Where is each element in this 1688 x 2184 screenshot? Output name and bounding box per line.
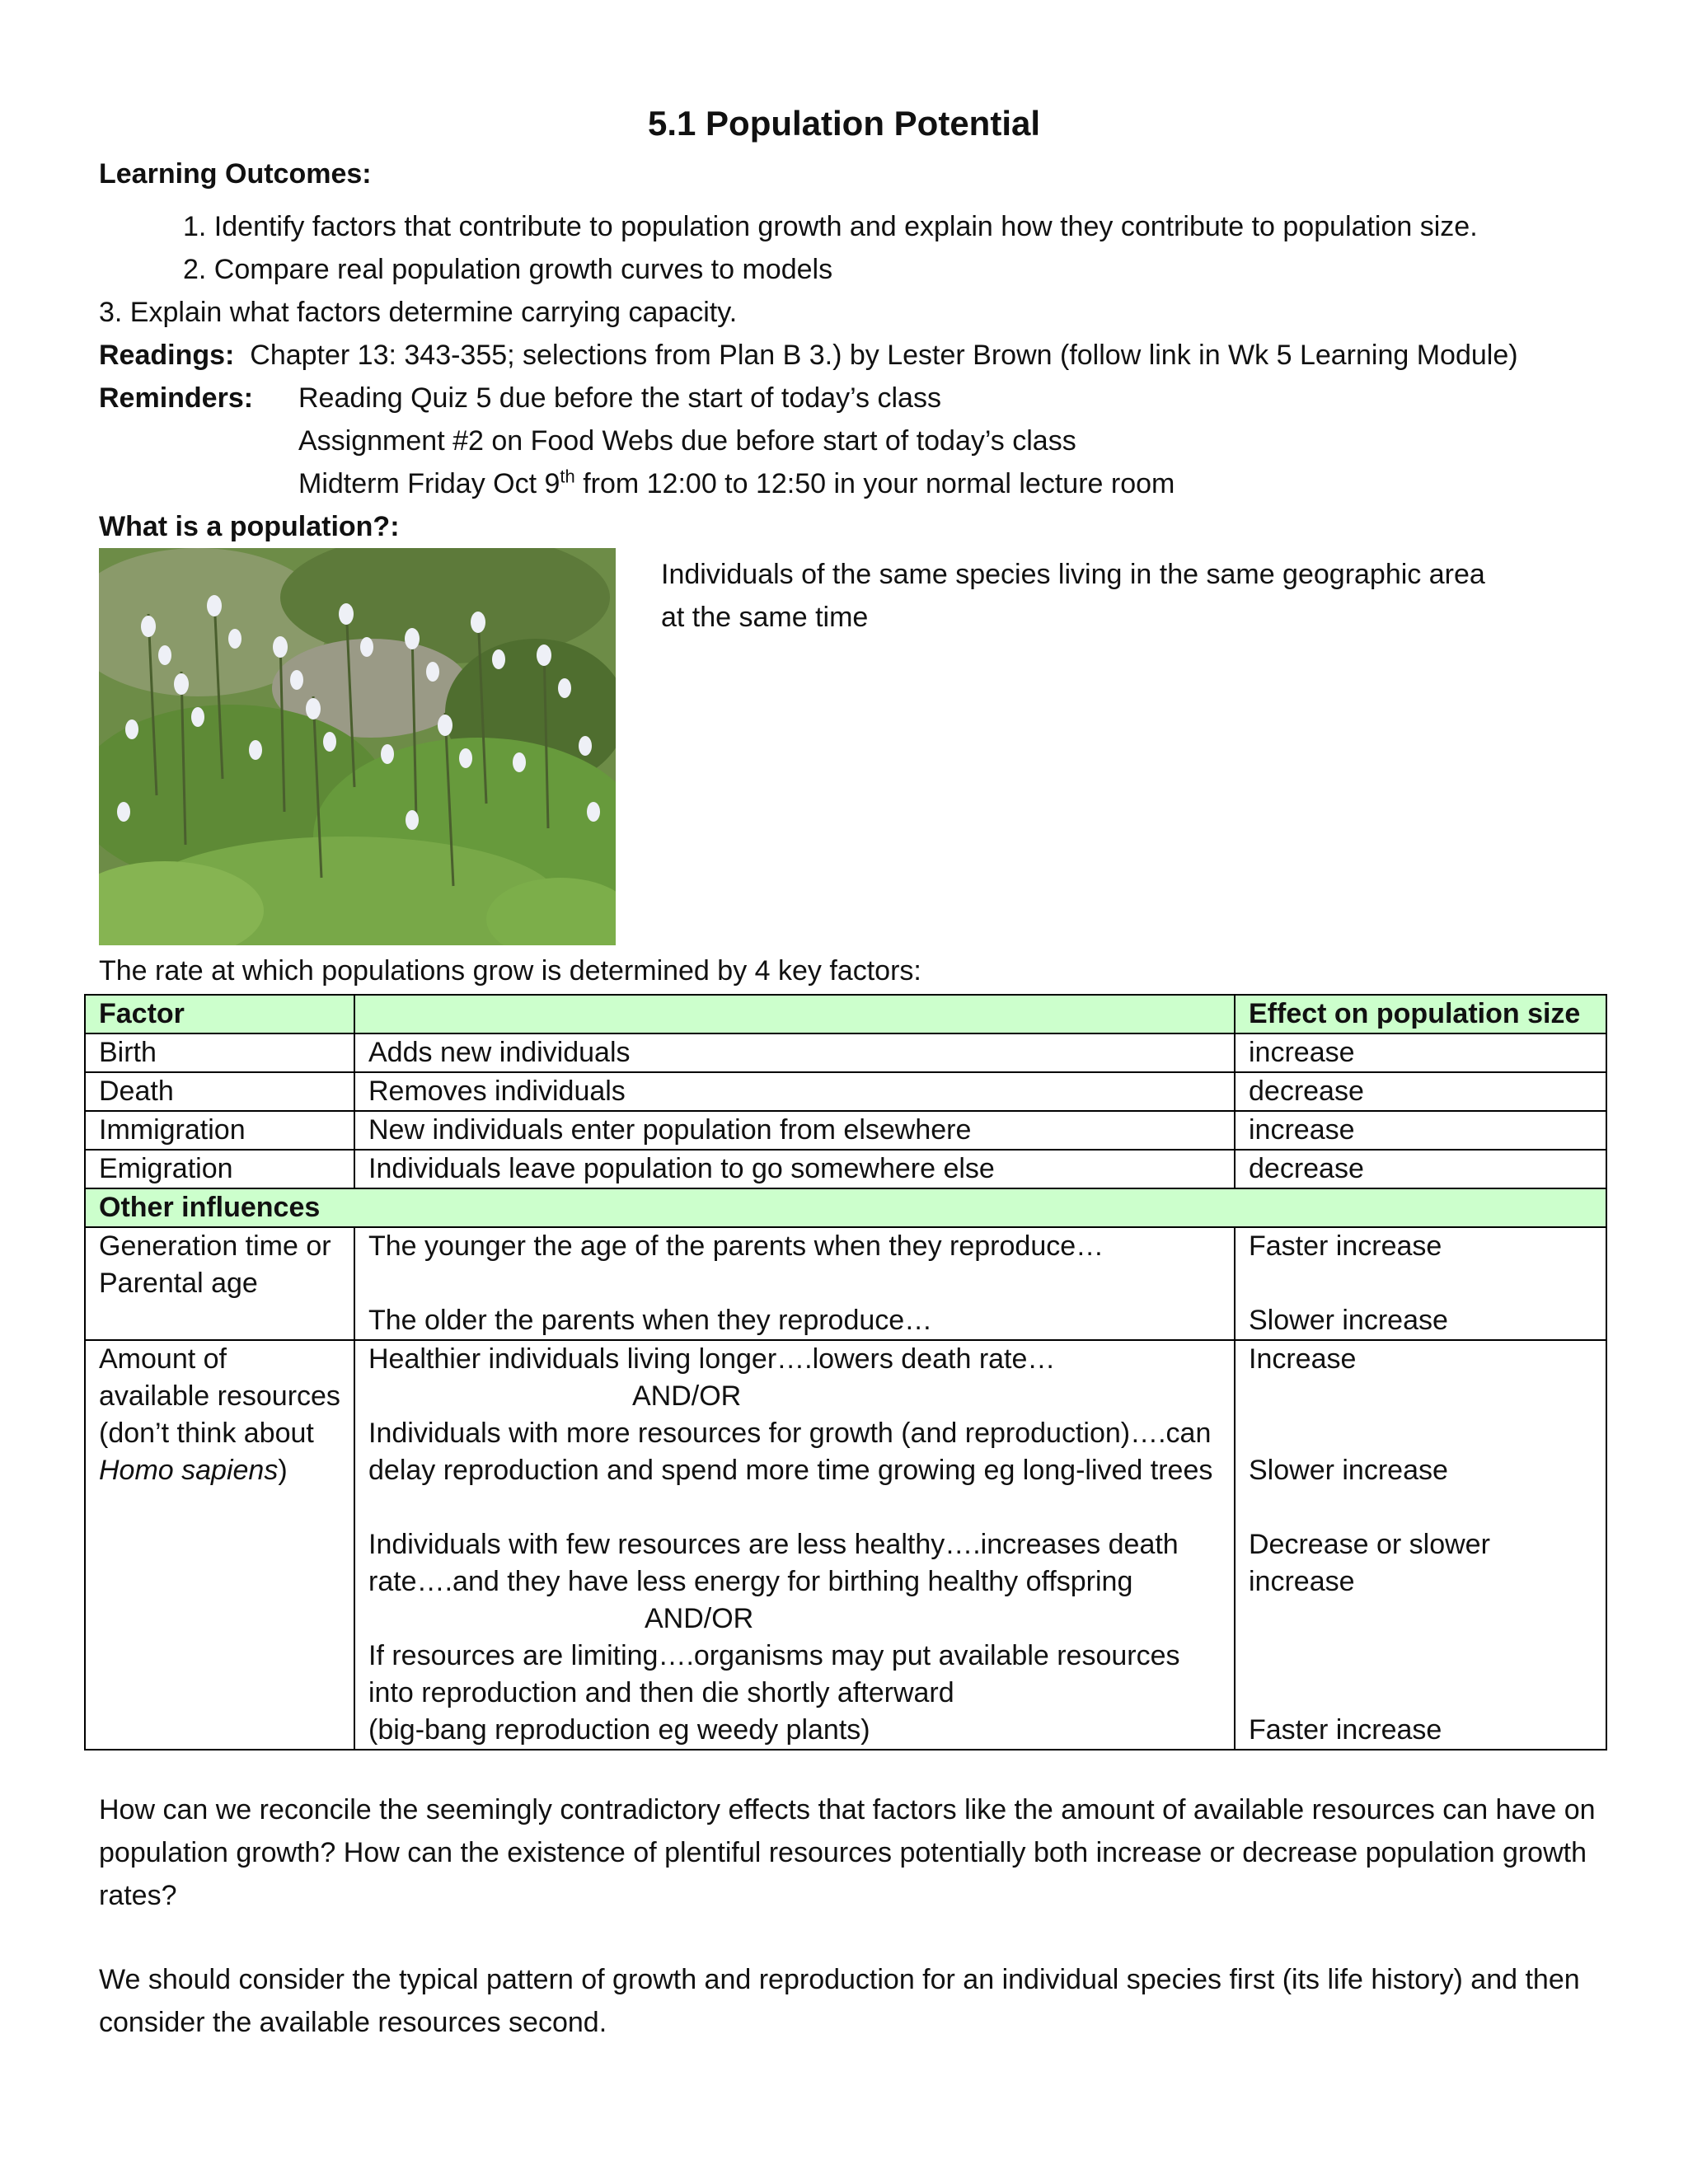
other-influences-row	[85, 1188, 1606, 1227]
learning-outcome-1: 1. Identify factors that contribute to population growth and explain how they contribute to population size.	[183, 211, 1478, 242]
factor-cell: Birth	[85, 1033, 354, 1072]
header-description	[354, 995, 1235, 1033]
other-influences-heading: Other influences	[85, 1188, 1606, 1227]
header-effect: Effect on population size	[1235, 995, 1606, 1033]
description-cell: Adds new individuals	[354, 1033, 1235, 1072]
reminder-midterm: Midterm Friday Oct 9th from 12:00 to 12:50 in your normal lecture room	[298, 466, 1175, 499]
table-row	[85, 1111, 1606, 1150]
description-cell: Individuals leave population to go somewhere else	[354, 1150, 1235, 1188]
effect-cell: Increase Slower increase Decrease or slower increase Faster increase	[1235, 1340, 1606, 1750]
page-title: 5.1 Population Potential	[647, 104, 1041, 143]
learning-outcome-3: 3. Explain what factors determine carrying capacity.	[99, 297, 738, 328]
description-cell: Removes individuals	[354, 1072, 1235, 1111]
population-definition-line-1: Individuals of the same species living in the same geographic area	[661, 559, 1485, 590]
factor-cell: Amount of available resources (don’t think about Homo sapiens)	[85, 1340, 354, 1750]
factor-cell: Death	[85, 1072, 354, 1111]
answer-paragraph: We should consider the typical pattern of growth and reproduction for an individual species first (its life history) and then consider the available resources second.	[99, 1964, 1580, 2038]
learning-outcome-2: 2. Compare real population growth curves to models	[183, 254, 833, 285]
description-cell: New individuals enter population from elsewhere	[354, 1111, 1235, 1150]
population-definition-line-2: at the same time	[661, 602, 869, 633]
factor-cell: Generation time or Parental age	[85, 1227, 354, 1340]
factor-cell: Immigration	[85, 1111, 354, 1150]
available-resources-row	[85, 1340, 1606, 1750]
reminder-reading-quiz: Reading Quiz 5 due before the start of today’s class	[298, 382, 941, 414]
readings-line	[99, 337, 1518, 373]
factors-intro: The rate at which populations grow is determined by 4 key factors:	[99, 955, 921, 987]
table-header-row	[85, 995, 1606, 1033]
population-heading: What is a population?:	[99, 511, 400, 542]
effect-cell: decrease	[1235, 1072, 1606, 1111]
readings-text: Chapter 13: 343-355; selections from Plan B 3.) by Lester Brown (follow link in Wk 5 Learning Module)	[250, 340, 1518, 371]
table-row	[85, 1150, 1606, 1188]
readings-label: Readings:	[99, 340, 235, 371]
description-cell: The younger the age of the parents when they reproduce… The older the parents when they reproduce…	[354, 1227, 1235, 1340]
effect-cell: increase	[1235, 1033, 1606, 1072]
reminder-assignment: Assignment #2 on Food Webs due before start of today’s class	[298, 425, 1076, 457]
table-row	[85, 1033, 1606, 1072]
header-factor: Factor	[85, 995, 354, 1033]
effect-cell: increase	[1235, 1111, 1606, 1150]
factor-cell: Emigration	[85, 1150, 354, 1188]
flower-photo	[99, 548, 616, 945]
reminders-label: Reminders:	[99, 382, 254, 414]
table-row	[85, 1072, 1606, 1111]
effect-cell: Faster increase Slower increase	[1235, 1227, 1606, 1340]
question-paragraph: How can we reconcile the seemingly contradictory effects that factors like the amount of available resources can have on population growth? How can the existence of plentiful resources potentially both increase or decrease population growth rates?	[99, 1794, 1596, 1911]
description-cell: Healthier individuals living longer….lowers death rate… AND/OR Individuals with more resources for growth (and reproduction)….can delay reproduction and spend more time growing eg long-lived trees Individuals with few resources are less healthy….increases death rate….and they have less energy for birthing healthy offspring AND/OR If resources are limiting….organisms may put available resources into reproduction and then die shortly afterward (big-bang reproduction eg weedy plants)	[354, 1340, 1235, 1750]
learning-outcomes-heading: Learning Outcomes:	[99, 158, 372, 190]
flowering-plants-image	[99, 548, 616, 945]
effect-cell: decrease	[1235, 1150, 1606, 1188]
generation-time-row	[85, 1227, 1606, 1340]
population-factors-table	[84, 994, 1607, 1750]
